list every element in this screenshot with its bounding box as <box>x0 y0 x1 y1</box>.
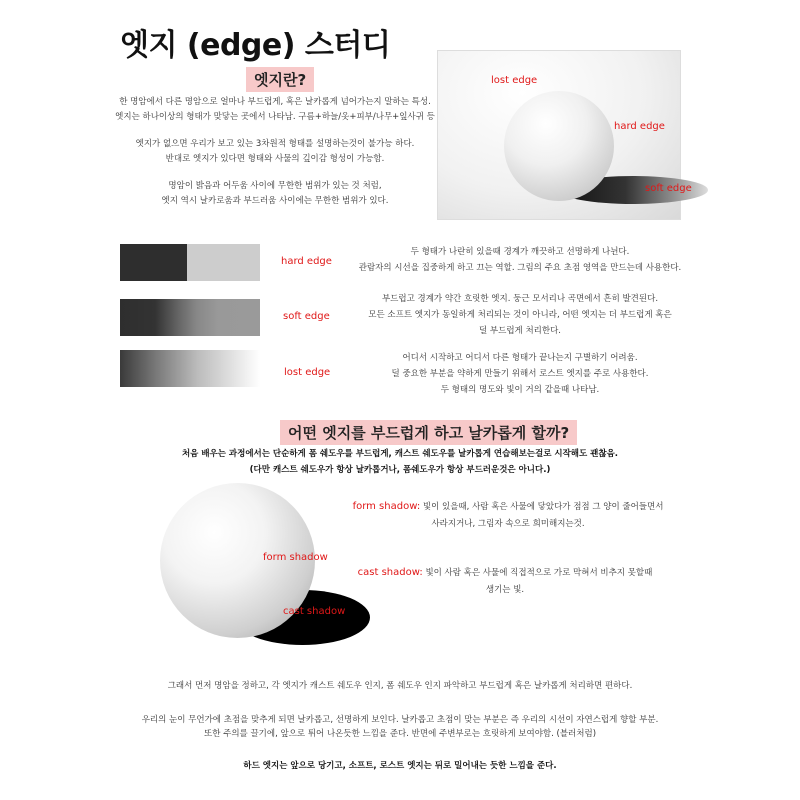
desc-line: 두 형태가 나란히 있을때 경계가 깨끗하고 선명하게 나뉜다. <box>410 247 630 257</box>
intro-line: 엣지 역시 날카로움과 부드러움 사이에는 무한한 범위가 있다. <box>161 196 389 206</box>
lost-edge-swatch <box>120 350 260 387</box>
closing-line: 그래서 먼저 명암을 정하고, 각 엣지가 캐스트 쉐도우 인지, 폼 쉐도우 인지 파악하고 부드럽게 혹은 날카롭게 처리하면 편하다. <box>167 681 633 691</box>
section-heading-which-edge: 어떤 엣지를 부드럽게 하고 날카롭게 할까? <box>280 420 577 445</box>
hard-edge-swatch <box>120 244 260 281</box>
intro-line: 엣지는 하나이상의 형태가 맞닿는 곳에서 나타남. 구름+하늘/옷+피부/나무+잎사귀 등 <box>115 112 435 122</box>
form-shadow-label: form shadow <box>263 552 328 563</box>
definition-line: 빛이 사람 혹은 사물에 직접적으로 가로 막혀서 비추지 못할때 <box>425 568 653 578</box>
definition-line: 생기는 빛. <box>485 585 525 595</box>
desc-line: 덜 부드럽게 처리한다. <box>478 326 561 336</box>
section-heading-what-is-edge: 엣지란? <box>246 67 314 92</box>
hard-edge-label: hard edge <box>614 121 665 132</box>
intro-line: (다만 캐스트 쉐도우가 항상 날카롭거나, 폼쉐도우가 항상 부드러운것은 아니다.) <box>249 465 551 475</box>
desc-line: 관람자의 시선을 집중하게 하고 끄는 역할. 그림의 주요 초점 영역을 만드는데 사용한다. <box>358 263 682 273</box>
definition-line: 빛이 있을때, 사람 혹은 사물에 닿았다가 점점 그 양이 줄어들면서 <box>422 502 664 512</box>
intro-line: 반대로 엣지가 있다면 형태와 사물의 깊이감 형성이 가능함. <box>165 154 385 164</box>
intro-paragraph <box>110 95 440 209</box>
hard-edge-description <box>340 244 700 276</box>
soft-edge-description <box>340 291 700 339</box>
page-title: 엣지 (edge) 스터디 <box>120 28 391 63</box>
lost-edge-caption: lost edge <box>284 367 331 378</box>
form-shadow-term: form shadow: <box>352 501 421 512</box>
definition-line: 사라지거나, 그림자 속으로 희미해지는것. <box>431 519 585 529</box>
intro-line: 한 명암에서 다른 명암으로 얼마나 부드럽게, 혹은 날카롭게 넘어가는지 말하는 특성. <box>119 97 431 107</box>
lost-edge-label: lost edge <box>491 75 538 86</box>
soft-edge-label: soft edge <box>645 183 692 194</box>
hard-edge-caption: hard edge <box>281 256 332 267</box>
cast-shadow-term: cast shadow: <box>357 567 423 578</box>
intro-line: 명암이 밝음과 어두움 사이에 무한한 범위가 있는 것 처럼, <box>168 181 382 191</box>
lost-edge-description <box>340 350 700 398</box>
cast-shadow-label: cast shadow <box>283 606 346 617</box>
closing-line: 또한 주의를 끌기에, 앞으로 튀어 나온듯한 느낌을 준다. 반면에 주변부로는 흐릿하게 보여야함. (블러처럼) <box>203 729 597 739</box>
desc-line: 두 형태의 명도와 빛이 거의 같을때 나타남. <box>440 385 600 395</box>
edge-sphere-illustration <box>437 50 692 220</box>
sphere-shape <box>504 91 614 201</box>
closing-summary: 하드 엣지는 앞으로 당기고, 소프트, 로스트 엣지는 뒤로 밀어내는 듯한 느낌을 준다. <box>243 761 557 771</box>
soft-edge-swatch <box>120 299 260 336</box>
desc-line: 어디서 시작하고 어디서 다른 형태가 끝나는지 구별하기 어려움. <box>402 353 638 363</box>
closing-line: 우리의 눈이 무언가에 초점을 맞추게 되면 날카롭고, 선명하게 보인다. 날카롭고 초점이 맞는 부분은 즉 우리의 시선이 자연스럽게 향할 부분. <box>141 715 659 725</box>
intro-line: 처음 배우는 과정에서는 단순하게 폼 쉐도우를 부드럽게, 캐스트 쉐도우를 날카롭게 연습해보는걸로 시작해도 괜찮음. <box>181 449 619 459</box>
soft-edge-caption: soft edge <box>283 311 330 322</box>
section2-intro <box>130 446 670 478</box>
cast-shadow-definition <box>350 564 660 599</box>
desc-line: 덜 중요한 부분을 약하게 만들기 위해서 로스트 엣지를 주로 사용한다. <box>391 369 649 379</box>
desc-line: 부드럽고 경계가 약간 흐릿한 엣지. 둥근 모서리나 곡면에서 흔히 발견된다. <box>381 294 659 304</box>
form-shadow-definition <box>343 498 673 533</box>
desc-line: 모든 소프트 엣지가 동일하게 처리되는 것이 아니라, 어떤 엣지는 더 부드럽게 혹은 <box>368 310 672 320</box>
intro-line: 엣지가 없으면 우리가 보고 있는 3차원적 형태를 설명하는것이 불가능 하다. <box>135 139 415 149</box>
